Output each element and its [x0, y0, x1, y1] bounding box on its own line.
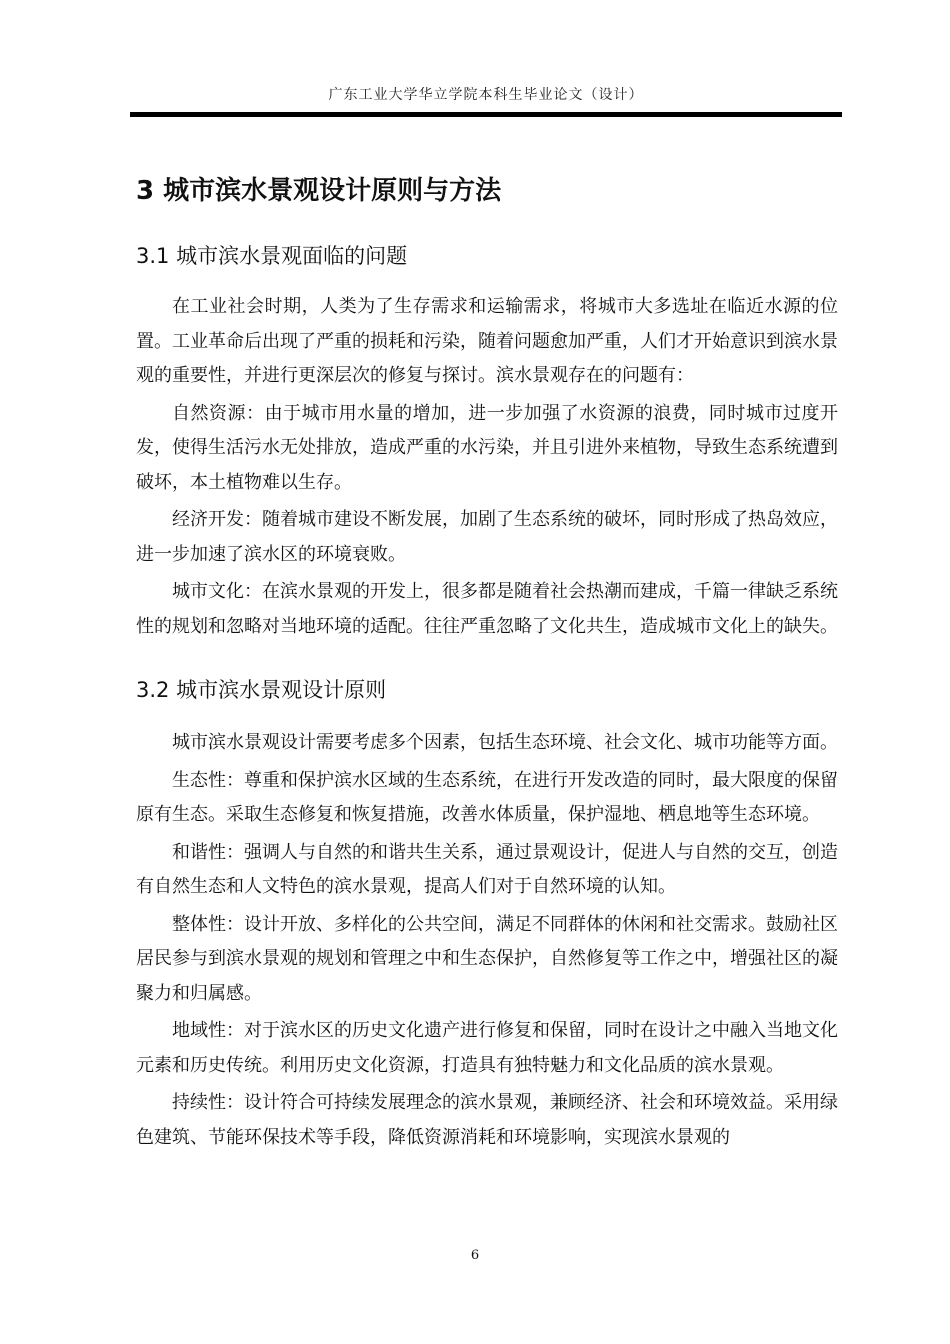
- section-heading-3-2: 3.2 城市滨水景观设计原则: [136, 678, 387, 702]
- section-3-2-body: [136, 726, 838, 1158]
- section-3-1-body: [136, 290, 838, 647]
- chapter-heading: 3 城市滨水景观设计原则与方法: [136, 176, 502, 206]
- paragraph: 和谐性：强调人与自然的和谐共生关系，通过景观设计，促进人与自然的交互，创造有自然生态和人文特色的滨水景观，提高人们对于自然环境的认知。: [136, 841, 838, 897]
- paragraph: 生态性：尊重和保护滨水区域的生态系统，在进行开发改造的同时，最大限度的保留原有生态。采取生态修复和恢复措施，改善水体质量，保护湿地、栖息地等生态环境。: [136, 769, 838, 825]
- paragraph: 城市滨水景观设计需要考虑多个因素，包括生态环境、社会文化、城市功能等方面。: [172, 732, 838, 753]
- paragraph: 城市文化：在滨水景观的开发上，很多都是随着社会热潮而建成，千篇一律缺乏系统性的规划和忽略对当地环境的适配。往往严重忽略了文化共生，造成城市文化上的缺失。: [136, 581, 838, 637]
- section-heading-3-1: 3.1 城市滨水景观面临的问题: [136, 244, 408, 268]
- paragraph: 经济开发：随着城市建设不断发展，加剧了生态系统的破坏，同时形成了热岛效应，进一步加速了滨水区的环境衰败。: [136, 509, 838, 565]
- paragraph: 持续性：设计符合可持续发展理念的滨水景观，兼顾经济、社会和环境效益。采用绿色建筑、节能环保技术等手段，降低资源消耗和环境影响，实现滨水景观的: [136, 1092, 838, 1148]
- running-header: 广东工业大学华立学院本科生毕业论文（设计）: [328, 87, 644, 103]
- paragraph: 在工业社会时期，人类为了生存需求和运输需求，将城市大多选址在临近水源的位置。工业革命后出现了严重的损耗和污染，随着问题愈加严重，人们才开始意识到滨水景观的重要性，并进行更深层次的修复与探讨。滨水景观存在的问题有：: [136, 296, 838, 386]
- paragraph: 地域性：对于滨水区的历史文化遗产进行修复和保留，同时在设计之中融入当地文化元素和历史传统。利用历史文化资源，打造具有独特魅力和文化品质的滨水景观。: [136, 1020, 838, 1076]
- header-rule: [130, 112, 842, 117]
- paragraph: 自然资源：由于城市用水量的增加，进一步加强了水资源的浪费，同时城市过度开发，使得生活污水无处排放，造成严重的水污染，并且引进外来植物，导致生态系统遭到破坏，本土植物难以生存。: [136, 402, 838, 493]
- page-number: 6: [470, 1248, 480, 1263]
- paragraph: 整体性：设计开放、多样化的公共空间，满足不同群体的休闲和社交需求。鼓励社区居民参与到滨水景观的规划和管理之中和生态保护，自然修复等工作之中，增强社区的凝聚力和归属感。: [136, 913, 838, 1004]
